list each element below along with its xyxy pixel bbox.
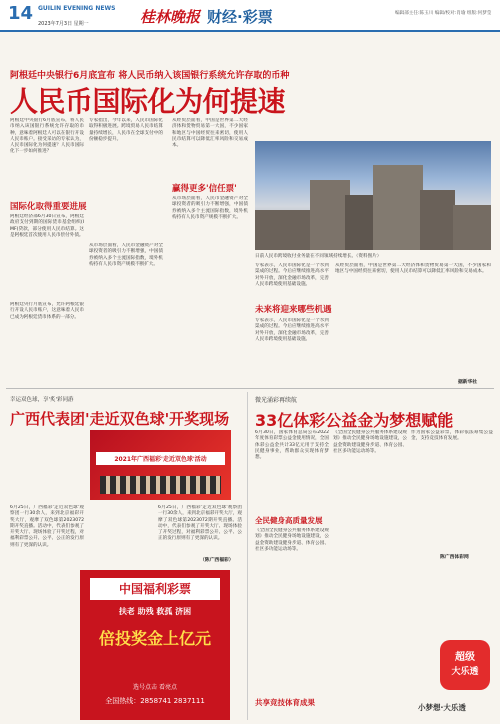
article2-text-2: 6月25日，广西福彩'走近双色球'观察团一行30余人，来到北京福彩开奖大厅，观摩了双色球第2023072期开奖直播。活动中，代表们参观了开奖大厅、现场体验了开奖过程，对福利彩票公开、公平、公正的发行原则有了更深的认识。 bbox=[158, 505, 242, 542]
badge-top: 超级 bbox=[455, 652, 475, 663]
article3-para-1: 《全国全民健身公共服务体系建设规划》推动全民健身场地设施建设，公益金资助建设健身步道、体育公园、社区多功能运动场等。 bbox=[255, 528, 329, 552]
article3-credit: 陈广西体彩网 bbox=[440, 555, 469, 560]
article1-para-6: 专家表示，人民币国际化是一个水到渠成的过程。今后应继续推进高水平对外开放，深化金融市场改革，完善人民币跨境使用基础设施。 bbox=[255, 263, 329, 287]
badge-bottom: 大乐透 bbox=[451, 667, 479, 677]
article1-para-3b: 从市场层面看，人民币金融资产对全球投资者的吸引力不断增强，中国债券被纳入多个主流国际指数，境外机构持有人民币资产规模不断扩大。 bbox=[89, 243, 163, 267]
editor-credits: 编辑部主任:陈玉川 编辑/校对:肖瑜 组版:何梦莹 bbox=[395, 11, 492, 16]
article1-kicker: 阿根廷中央银行6月底宣布 将人民币纳入该国银行系统允许存取的币种 bbox=[10, 71, 290, 81]
article3-subhead-1: 全民健身高质量发展 bbox=[255, 516, 323, 525]
article2-text: 6月25日，广西福彩'走近双色球'观察团一行30余人，来到北京福彩开奖大厅，观摩了双色球第2023072期开奖直播。活动中，代表们参观了开奖大厅、现场体验了开奖过程，对福利彩票公开、公平、公正的发行原则有了更深的认识。 bbox=[10, 505, 84, 548]
article2-photo bbox=[90, 430, 231, 500]
article2-headline: 广西代表团'走近双色球'开奖现场 bbox=[10, 410, 230, 428]
article1-para-1: 阿根廷经济部6月30日宣布，阿根廷政府支付到期的国际货币基金组织(IMF)贷款，部分使用人民币结算。这是阿根廷首次使用人民币偿付外债。 bbox=[10, 214, 84, 238]
section-title: 财经·彩票 bbox=[207, 8, 273, 26]
article1-para-2: 阿根廷央行月底宣布，允许阿根廷银行开设人民币账户，这意味着人民币已成为阿根廷货币体系的一部分。 bbox=[10, 302, 84, 320]
article3-text: 6月30日，国家体育总局公布2022年度体育彩票公益金使用情况，全国体彩公益金共计33亿元用于支持全民健身事业，帮助群众实现体育梦想。 bbox=[255, 430, 329, 461]
newspaper-logo: 桂林晚报 bbox=[140, 8, 201, 26]
super-lotto-slogan: 小梦想·大乐透 bbox=[418, 703, 466, 712]
article3-para-2: 《全国全民健身公共服务体系建设规划》推动全民健身场地设施建设，公益金资助建设健身步道、体育公园、社区多功能运动场等。 bbox=[333, 430, 407, 454]
article1-para-3: 专家指出，今年以来，人民币国际化取得积极进展。跨境贸易人民币结算量持续增长，人民币在全球支付中的份额稳步提升。 bbox=[89, 118, 163, 142]
article1-photo-caption: 日前人民币跨境收付业务量在不同领域持续增长。（资料图片） bbox=[255, 254, 382, 259]
article2-kicker: 幸运双色球，享'炙'彩同游 bbox=[10, 397, 74, 403]
article2-credit: （陈广西福彩） bbox=[200, 558, 234, 563]
issue-date: 2023年7月3日 星期一 bbox=[38, 21, 89, 27]
article1-para-7: 专家表示，人民币国际化是一个水到渠成的过程。今后应继续推进高水平对外开放，深化金融市场改革，完善人民币跨境使用基础设施。 bbox=[255, 318, 329, 342]
ad-logo: 中国福利彩票 bbox=[90, 578, 220, 600]
article1-subhead-3: 未来将迎来哪些机遇 bbox=[255, 305, 332, 315]
ad-hotline: 全国热线：2858741 2837111 bbox=[105, 697, 205, 705]
article3-para-3: 作为国家公益彩票，体彩依法筹集公益金，支持竞技体育发展。 bbox=[411, 430, 493, 442]
article1-photo bbox=[255, 141, 491, 250]
article1-para-4: 从经贸层面看，中国是世界第二大经济体和货物贸易第一大国，不少国家和地区与中国经贸往来密切，使用人民币结算可以降低汇率风险和交易成本。 bbox=[172, 118, 248, 149]
article3-kicker: 微光涌彩再续航 bbox=[255, 397, 298, 404]
ad-sub: 选号点击 看亮点 bbox=[133, 684, 177, 691]
article1-subhead-1: 国际化取得重要进展 bbox=[10, 202, 87, 212]
paper-name: GUILIN EVENING NEWS bbox=[38, 5, 116, 12]
article1-headline: 人民币国际化为何提速 bbox=[10, 85, 286, 118]
ad-promo: 倍投奖金上亿元 bbox=[98, 629, 211, 648]
article3-headline: 33亿体彩公益金为梦想赋能 bbox=[255, 411, 454, 430]
article1-subhead-2: 赢得更多'信任票' bbox=[172, 184, 237, 194]
banner-label: 2021年广西福彩'走近双色球'活动 bbox=[96, 452, 225, 465]
column-divider bbox=[247, 392, 248, 720]
ad-slogan: 扶老 助残 救孤 济困 bbox=[118, 607, 192, 616]
welfare-lottery-ad bbox=[80, 570, 230, 720]
page-number: 14 bbox=[8, 3, 34, 24]
article3-subhead-2: 共享竞技体育成果 bbox=[255, 698, 315, 707]
section-divider bbox=[6, 388, 494, 389]
article1-para-8: 从经贸层面看，中国是世界第二大经济体和货物贸易第一大国，不少国家和地区与中国经贸往来密切，使用人民币结算可以降低汇率风险和交易成本。 bbox=[335, 263, 491, 275]
article1-byline: 据新华社 bbox=[458, 380, 478, 385]
article1-para-5: 从市场层面看，人民币金融资产对全球投资者的吸引力不断增强，中国债券被纳入多个主流国际指数，境外机构持有人民币资产规模不断扩大。 bbox=[172, 196, 248, 220]
super-lotto-badge bbox=[440, 640, 490, 690]
article1-intro: 阿根廷中央银行6月底宣布，将人民币纳入该国银行系统允许存取的币种，意味着阿根廷人可以在银行开设人民币账户。接受采访的专家认为，人民币国际化为何提速？人民币国际化下一步如何推进？ bbox=[10, 118, 84, 155]
